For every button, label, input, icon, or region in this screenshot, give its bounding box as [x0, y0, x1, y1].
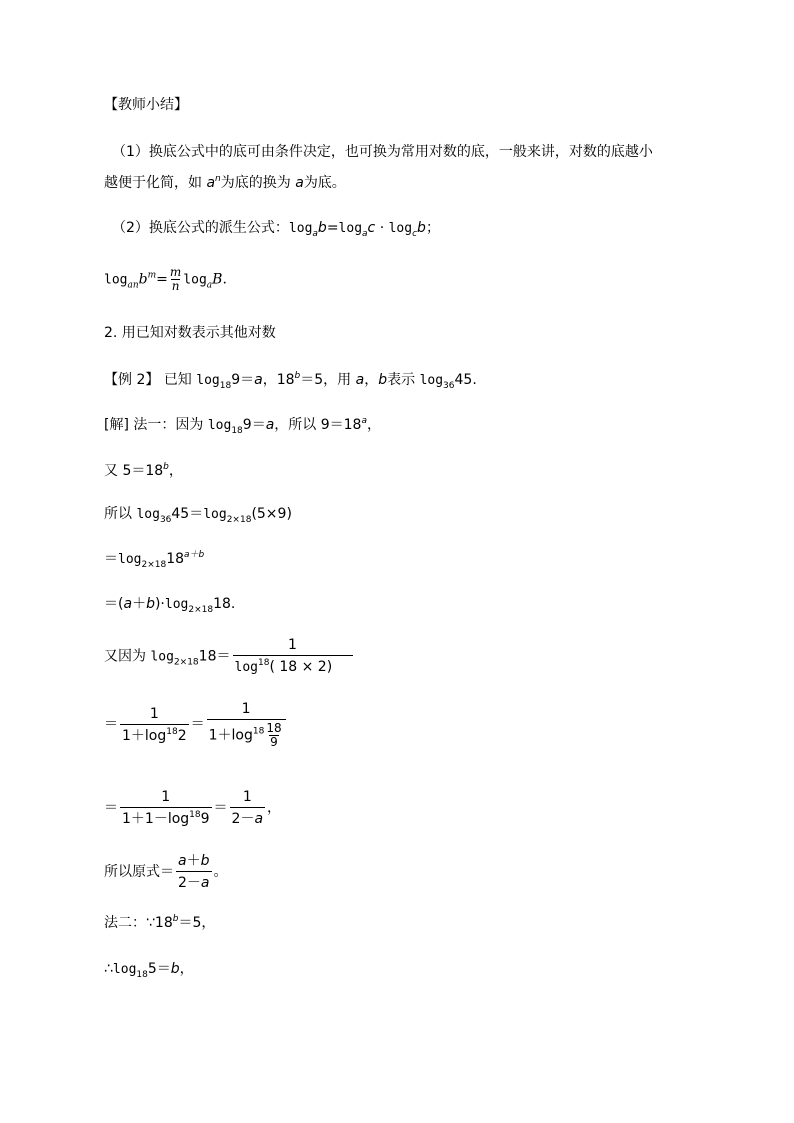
line-also-5: 又 $5=18^b$，	[104, 462, 183, 479]
inner-fraction-18-over-9: $\frac{18}{9}$	[266, 721, 282, 749]
paragraph-3-formula: $\log_{an}b^m=$ $\frac{m}{n}$ $\log_aB$.	[104, 265, 227, 293]
line-result: 所以原式＝ $\frac{a+b}{2-a}$ 。	[104, 853, 228, 891]
paragraph-2: （2）换底公式的派生公式：$\log_ab=\log_ac \cdot \log_cb$；	[112, 220, 440, 239]
fraction-1-over-log18-36: $\frac{1}{\log^{18}( 18 \times 2)}$	[233, 636, 353, 677]
paragraph-1-line-1: （1）换底公式中的底可由条件决定，也可换为常用对数的底，一般来讲，对数的底越小	[112, 144, 653, 160]
line-fraction-row-3: ＝ $\frac{1}{1+1-\log^{18}9}$ ＝ $\frac{1}{2-a}$ ，	[104, 789, 282, 827]
m-over-n-fraction: $\frac{m}{n}$	[169, 265, 182, 293]
fraction-1-over-2-minus-a: $\frac{1}{2-a}$	[231, 789, 264, 827]
method-2: 法二：$\because 18^b=5$，	[104, 914, 216, 931]
fraction-a-plus-b-over-2-minus-a: $\frac{a+b}{2-a}$	[178, 853, 210, 891]
section-2-title: 2. 用已知对数表示其他对数	[104, 325, 276, 341]
example-2: 【例 2】 已知 $\log_{18}9=a$，$18^b=5$，用 a，b表示 $\log_{36}45$.	[104, 371, 477, 391]
fraction-1-over-1-plus-log18-18-9: 1 $1+\log^{18}$ $\frac{18}{9}$	[207, 700, 286, 749]
paragraph-1-line-2: 越便于化简，如 $a^n$为底的换为 a为底。	[104, 174, 346, 191]
fraction-1-over-2-minus-log18-9: $\frac{1}{1+1-\log^{18}9}$	[122, 789, 210, 827]
line-fraction-row-2: ＝ $\frac{1}{1+\log^{18}2}$ ＝ 1 $1+\log^{18}$ $\frac{18}{9}$	[104, 700, 288, 749]
fraction-1-over-1-plus-log18-2: $\frac{1}{1+\log^{18}2}$	[122, 705, 187, 744]
summary-heading: 【教师小结】	[104, 97, 188, 113]
line-so-log36: 所以 $\log_{36}45=\log_{2\times 18}(5\times 9)$	[104, 506, 292, 525]
line-again-fraction: 又因为 $\log_{2\times 18}18=$ $\frac{1}{\log^{18}( 18 \times 2)}$	[104, 636, 355, 677]
line-equals-1: $=\log_{2\times 18}18^{a+b}$	[104, 550, 205, 570]
therefore-line: $\therefore\log_{18}5=b$，	[104, 961, 194, 980]
solution-method-1: [解] 法一：因为 $\log_{18}9=a$，所以 $9=18^a$，	[104, 416, 381, 436]
line-equals-2: $=(a+b)\cdot\log_{2\times 18}18$.	[104, 596, 236, 615]
